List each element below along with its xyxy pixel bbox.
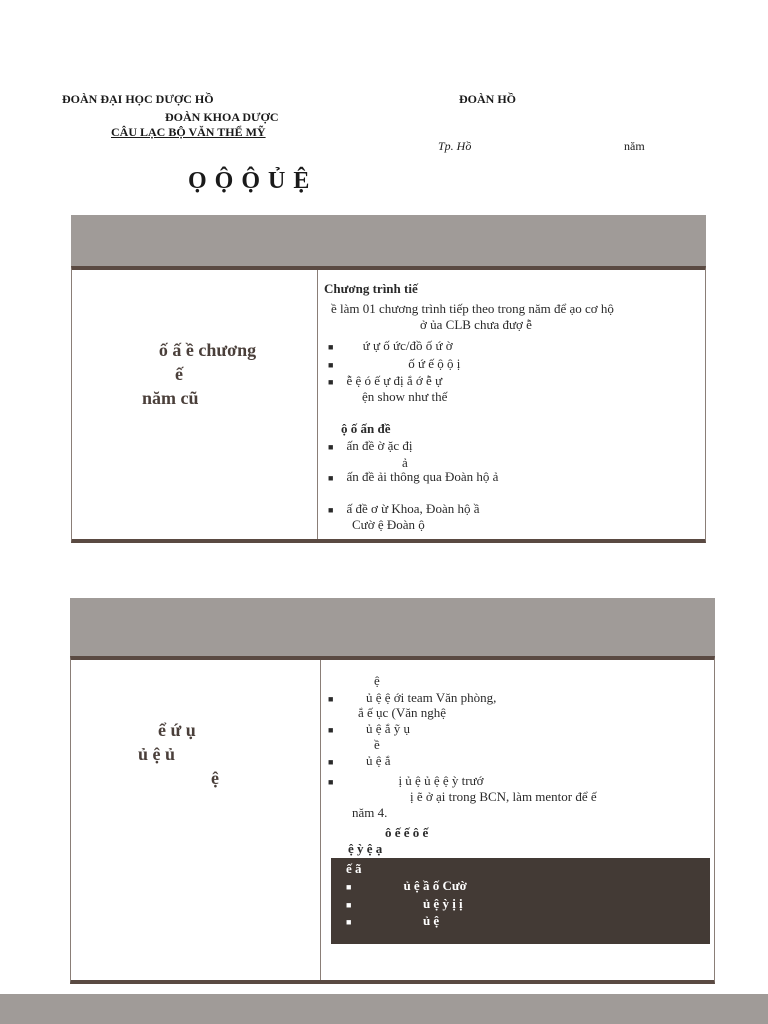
- list-item: ■ ủ ệ ầ ố Cườ: [346, 878, 467, 893]
- list-item: ■ ủ ệ ắ: [328, 753, 391, 768]
- list-item-cont: ề: [374, 737, 380, 752]
- section1-heading: Chương trình tiế: [324, 281, 418, 296]
- list-item: ■ ễ ệ ó ế ự đị ắ ớ ễ ự: [328, 373, 443, 388]
- faculty-name: ĐOÀN KHOA DƯỢC: [165, 110, 279, 124]
- section2-left-line: ủ ệ ủ: [138, 744, 176, 764]
- list-item: ■ ủ ệ ắ ỹ ụ: [328, 721, 410, 736]
- year-word: năm: [624, 139, 645, 153]
- section1-left-line: ố ấ ề chương: [158, 340, 257, 360]
- section1-header-band: [71, 215, 706, 266]
- list-item: ■ ị ủ ệ ủ ệ ệ ỳ trướ: [328, 773, 484, 788]
- section1-subheading: ộ ố ấn đề: [341, 421, 391, 436]
- org-name-left: ĐOÀN ĐẠI HỌC DƯỢC HỒ: [62, 92, 214, 106]
- list-item: ■ ứ ự ố ức/đồ ố ứ ờ: [328, 338, 453, 353]
- list-item: ■ ấn đề ải thông qua Đoàn hộ ả: [328, 469, 499, 484]
- section2-header-band: [70, 598, 715, 656]
- section2-left-line: ệ: [211, 768, 219, 788]
- section1-left-line: năm cũ: [142, 388, 199, 408]
- list-item: ■ ấ đề ơ ừ Khoa, Đoàn hộ ầ: [328, 501, 480, 516]
- section1-left-line: ế: [175, 364, 183, 384]
- list-item-cont: ắ ế ục (Văn nghệ: [358, 705, 447, 720]
- club-name: CÂU LẠC BỘ VĂN THỂ MỸ: [111, 125, 266, 139]
- list-item-cont: Cườ ệ Đoàn ộ: [352, 517, 425, 532]
- section1-intro-line: ở ủa CLB chưa đượ ễ: [420, 317, 532, 332]
- document-title: Ọ Ộ Ộ Ủ Ệ: [188, 168, 311, 194]
- section2-left-line: ể ứ ụ: [158, 720, 196, 740]
- list-item-cont: ả: [402, 455, 408, 470]
- place-date: Tp. Hồ: [438, 139, 472, 153]
- section1-intro-line: ề làm 01 chương trình tiếp theo trong năm để ạo cơ hộ: [331, 301, 614, 316]
- section2-bold-line: ệ ỳ ệ ạ: [348, 841, 383, 856]
- list-item-cont: ị ẽ ở ại trong BCN, làm mentor để ế: [410, 789, 597, 804]
- list-item: ■ ủ ệ ỳ ị ị: [346, 896, 463, 911]
- list-item: ■ ủ ệ: [346, 913, 440, 928]
- list-item: ■ ố ứ ế ộ ộ ị: [328, 356, 461, 371]
- list-item-cont: ện show như thế: [362, 389, 448, 404]
- section2-top-line: ệ: [374, 673, 380, 688]
- org-name-right: ĐOÀN HỒ: [459, 92, 516, 106]
- section1-left-cell: [100, 338, 315, 410]
- section2-divider: [320, 660, 321, 980]
- section2-bold-line: ô ế ế ô ế: [385, 825, 429, 840]
- list-item: ■ ấn đề ờ ặc đị: [328, 438, 413, 453]
- list-item-cont: năm 4.: [352, 805, 388, 820]
- footer-band: [0, 994, 768, 1024]
- highlight-box-head: ế ã: [346, 861, 362, 876]
- list-item: ■ ủ ệ ệ ới team Văn phòng,: [328, 690, 497, 705]
- section1-divider: [317, 270, 318, 539]
- section2-left-cell: [110, 718, 320, 790]
